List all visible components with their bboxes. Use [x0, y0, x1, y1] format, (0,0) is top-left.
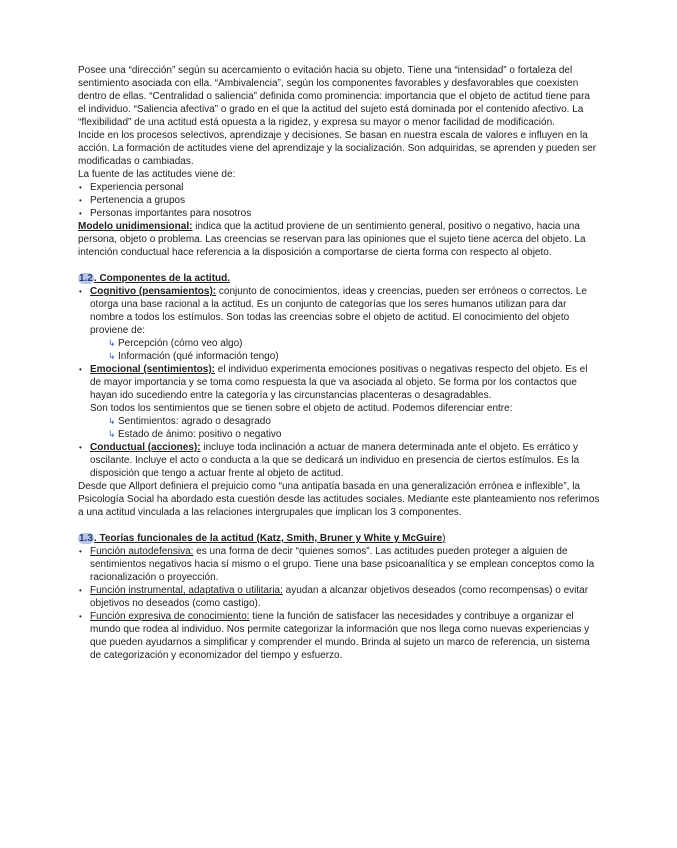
- list-item-cognitive: [78, 285, 600, 337]
- sub-item-text: Estado de ánimo: positivo o negativo: [118, 429, 282, 440]
- item-title: Función expresiva de conocimiento:: [90, 611, 250, 622]
- arrow-icon: ↳: [108, 416, 116, 426]
- emotional-extra: Son todos los sentimientos que se tienen sobre el objeto de actitud. Podemos diferenciar entre:: [90, 403, 513, 414]
- sub-item: [78, 350, 600, 363]
- sub-item-text: Sentimientos: agrado o desagrado: [118, 416, 271, 427]
- item-title: Función autodefensiva:: [90, 546, 194, 557]
- paragraph-direction: Posee una “dirección” según su acercamiento o evitación hacia su objeto. Tiene una “intensidad” o fortaleza del sentimiento asociada con ella. “Ambivalencia”, según los componentes favorables y desfavorables que coexisten dentro de ellas. “Centralidad o saliencia” definida como prominencia: importancia que el objeto de actitud tiene para el individuo. “Saliencia afectiva” o grado en el que la actitud del sujeto está dominada por el contenido afectivo. La “flexibilidad” de una actitud está opuesta a la rigidez, y expresa su mayor o menor facilidad de modificación.: [78, 65, 590, 128]
- item-text: conjunto de conocimientos, ideas y creencias, pueden ser erróneos o correctos. Le otorga una base racional a la actitud. Es un conjunto de categorías que los seres humanos utilizan para dar nombre a todos los estímulos. Son todas las creencias sobre el objeto de actitud. El conocimiento del objeto proviene de:: [90, 286, 587, 336]
- arrow-icon: ↳: [108, 338, 116, 348]
- section-title-pre: . Teorías funcionales de la actitud (: [93, 533, 260, 544]
- model-text: indica que la actitud proviene de un sentimiento general, positivo o negativo, hacia una persona, objeto o problema. Las creencias se reservan para las opiniones que el sujeto tiene acerca del objeto. La intención conductual hace referencia a la disposición a comportarse de cierta forma con respecto al objeto.: [78, 221, 586, 258]
- item-text: ayudan a alcanzar objetivos deseados (como recompensas) o evitar objetivos no deseados (como castigo).: [90, 585, 589, 609]
- section-title: . Componentes de la actitud.: [93, 273, 231, 284]
- item-text: incluye toda inclinación a actuar de manera determinada ante el objeto. Es errático y oscilante. Incluye el acto o conducta a la que se dedicará un individuo en presencia de ciertos estímulos. Es la disposición que tengo a actuar frente al objeto de actitud.: [90, 442, 580, 479]
- arrow-icon: ↳: [108, 429, 116, 439]
- sub-item: [78, 415, 600, 428]
- arrow-icon: ↳: [108, 351, 116, 361]
- item-text: es una forma de decir “quienes somos”. Las actitudes pueden proteger a alguien de sentimientos negativos hacia sí mismo o el grupo. Tiene una base psicoanalítica y se emplean conceptos como la racionalización o proyección.: [90, 546, 595, 583]
- list-item-behavioral: [78, 441, 600, 480]
- item-text: el individuo experimenta emociones positivas o negativas respecto del objeto. Es el de mayor importancia y se toma como respuesta la que va asociada al objeto. Se forma por los contactos que hayan ido sucediendo entre la categoría y las circunstancias placenteras o desagradables.: [90, 364, 588, 401]
- paragraph-model: [78, 220, 600, 259]
- item-title: Función instrumental, adaptativa o utilitaria:: [90, 585, 283, 596]
- sub-item: [78, 428, 600, 441]
- item-title: Cognitivo (pensamientos):: [90, 286, 217, 297]
- list-item-function: [78, 610, 600, 662]
- section-number: 1.2: [79, 273, 93, 284]
- list-item: • Personas importantes para nosotros: [78, 207, 600, 220]
- item-text: tiene la función de satisfacer las necesidades y contribuye a organizar el mundo que rodea al individuo. Nos permite categorizar la información que nos llega como nuevas experiencias y que pueden ayudarnos a simplificar y comprender el mundo. Brinda al sujeto un marco de referencia, un sistema de categorización y economizador del tiempo y esfuerzo.: [90, 611, 590, 661]
- section-heading-components: [78, 272, 600, 285]
- list-item: • Experiencia personal: [78, 181, 600, 194]
- section-number: 1.3: [79, 533, 93, 544]
- section-heading-theories: [78, 532, 600, 545]
- model-title: Modelo unidimensional:: [78, 221, 193, 232]
- sub-item-text: Información (qué información tengo): [118, 351, 279, 362]
- item-title: Emocional (sentimientos):: [90, 364, 216, 375]
- section-authors: Katz, Smith, Bruner y White y McGuire: [259, 533, 443, 544]
- sub-item: [78, 337, 600, 350]
- section-title-post: ): [442, 533, 446, 544]
- list-item-function: [78, 545, 600, 584]
- list-item-function: [78, 584, 600, 610]
- paragraph-sources-intro: La fuente de las actitudes viene de:: [78, 169, 236, 180]
- sub-item-text: Percepción (cómo veo algo): [118, 338, 243, 349]
- list-item-emotional: [78, 363, 600, 402]
- item-title: Conductual (acciones):: [90, 442, 201, 453]
- paragraph-processes: Incide en los procesos selectivos, aprendizaje y decisiones. Se basan en nuestra escala de valores e influyen en la acción. La formación de actitudes viene del aprendizaje y la socialización. Son adquiridas, se aprenden y pueden ser modificadas o cambiadas.: [78, 130, 597, 167]
- document-page: [78, 64, 600, 662]
- paragraph-allport: Desde que Allport definiera el prejuicio como “una antipatía basada en una generalización errónea e inflexible”, la Psicología Social ha abordado esta cuestión desde las actitudes sociales. Mediante este planteamiento nos referimos a una actitud vinculada a las relaciones intergrupales que implican los 3 componentes.: [78, 481, 600, 518]
- list-item: • Pertenencia a grupos: [78, 194, 600, 207]
